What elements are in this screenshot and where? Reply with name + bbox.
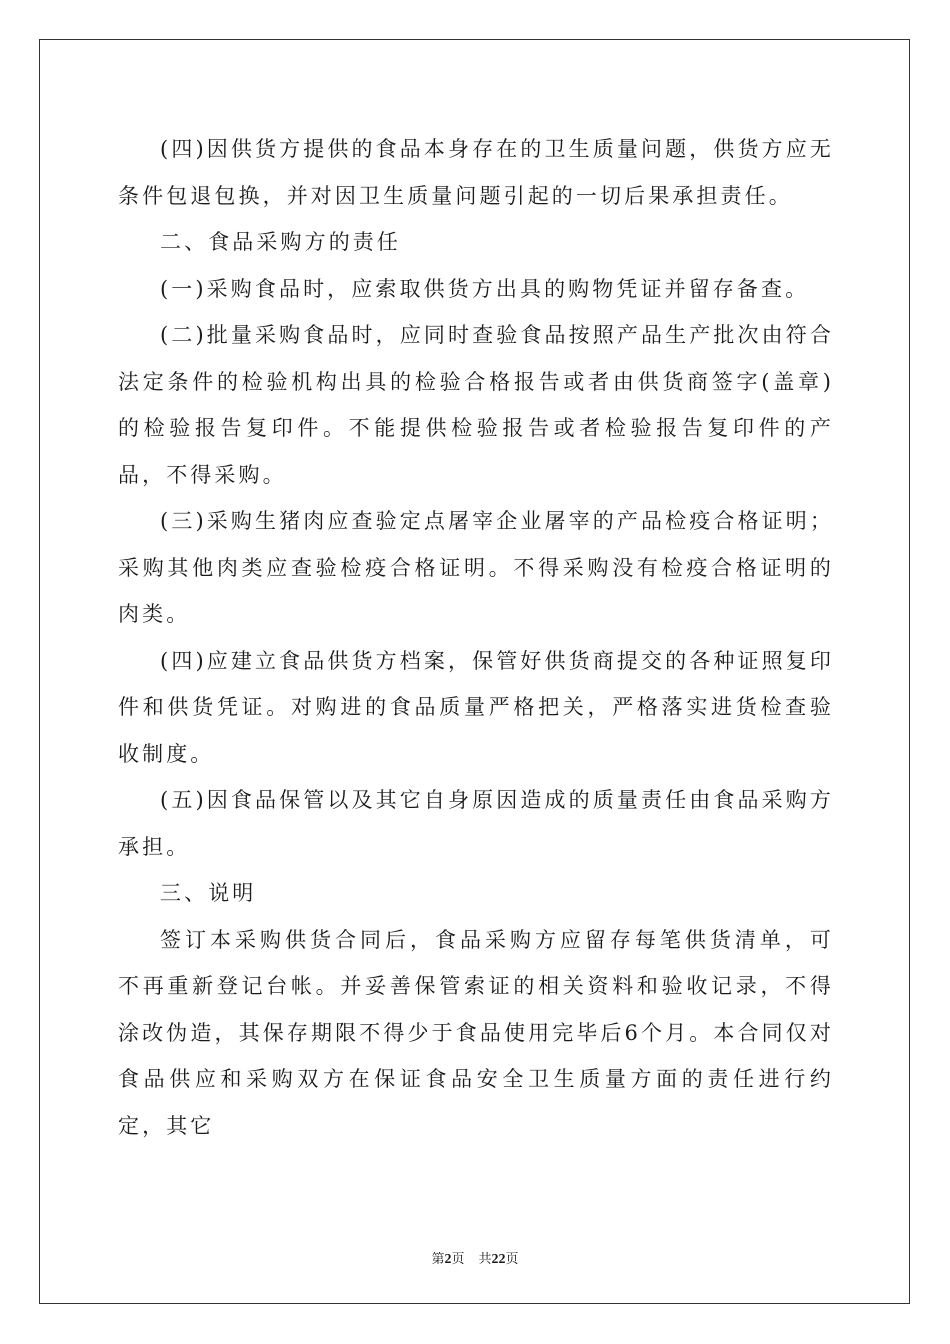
page-number: 2 [444, 1252, 452, 1267]
page-footer [0, 1248, 950, 1268]
total-prefix: 共 [478, 1252, 492, 1267]
total-suffix: 页 [505, 1252, 519, 1267]
paragraph-supplier-clause-4: (四)因供货方提供的食品本身存在的卫生质量问题，供货方应无条件包退包换，并对因卫生质量问题引起的一切后果承担责任。 [118, 137, 834, 208]
total-pages: 22 [491, 1252, 506, 1267]
paragraph-purchaser-clause-3: (三)采购生猪肉应查验定点屠宰企业屠宰的产品检疫合格证明；采购其他肉类应查验检疫合格证明。不得采购没有检疫合格证明的肉类。 [118, 509, 834, 626]
paragraph-notes: 签订本采购供货合同后，食品采购方应留存每笔供货清单，可不再重新登记台帐。并妥善保管索证的相关资料和验收记录，不得涂改伪造，其保存期限不得少于食品使用完毕后6个月。本合同仅对食品供应和采购双方在保证食品安全卫生质量方面的责任进行约定，其它 [118, 927, 834, 1138]
paragraph-purchaser-clause-1: (一)采购食品时，应索取供货方出具的购物凭证并留存备查。 [160, 276, 810, 301]
section-heading-purchaser-responsibility: 二、食品采购方的责任 [160, 230, 401, 254]
page-prefix: 第 [431, 1252, 445, 1267]
paragraph-purchaser-clause-5: (五)因食品保管以及其它自身原因造成的质量责任由食品采购方承担。 [118, 788, 834, 859]
paragraph-purchaser-clause-4: (四)应建立食品供货方档案，保管好供货商提交的各种证照复印件和供货凭证。对购进的食品质量严格把关，严格落实进货检查验收制度。 [118, 648, 834, 766]
document-body [118, 126, 834, 1149]
paragraph-purchaser-clause-2: (二)批量采购食品时，应同时查验食品按照产品生产批次由符合法定条件的检验机构出具的检验合格报告或者由供货商签字(盖章)的检验报告复印件。不能提供检验报告或者检验报告复印件的产品，不得采购。 [118, 323, 834, 487]
section-heading-notes: 三、说明 [160, 881, 257, 905]
page-suffix: 页 [451, 1252, 465, 1267]
